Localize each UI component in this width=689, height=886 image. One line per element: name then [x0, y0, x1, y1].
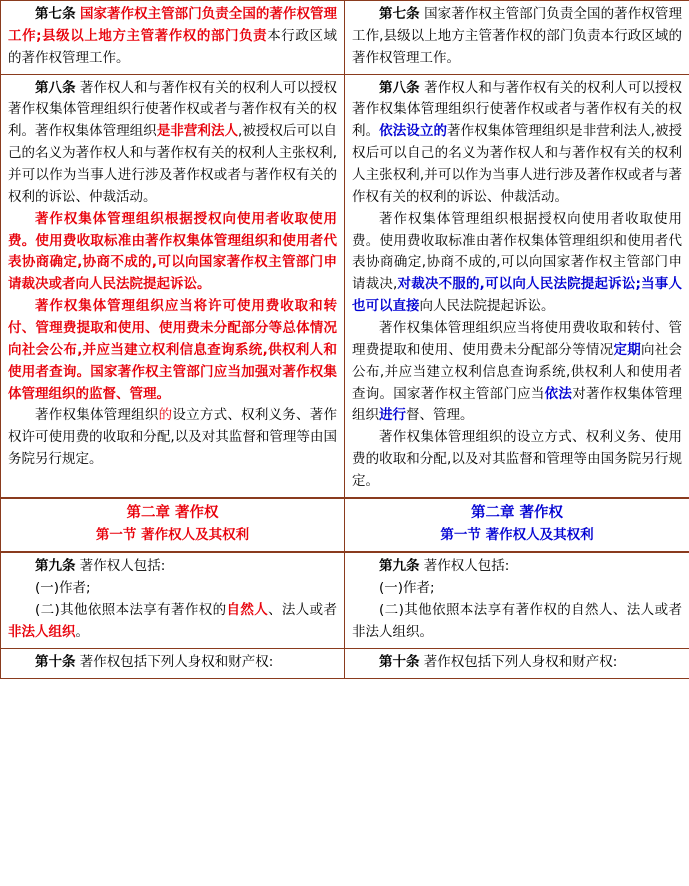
- table-row: [1, 1, 689, 75]
- text-run: 第八条: [379, 79, 420, 96]
- paragraph: [8, 600, 337, 644]
- text-run: 向人民法院提起诉讼。: [419, 298, 555, 315]
- paragraph: [8, 578, 337, 600]
- text-run: 当事人也可以直接: [352, 276, 682, 315]
- right-column-cell: [345, 498, 689, 552]
- left-column-cell: [1, 498, 345, 552]
- text-run: 著作权集体管理组织: [35, 407, 159, 424]
- left-column-cell: [1, 1, 345, 75]
- paragraph: [352, 652, 682, 674]
- text-run: 对裁决不服的,可以向人民法院提起诉讼: [397, 276, 636, 293]
- text-run: 依法设立的: [379, 123, 448, 140]
- text-run: 第七条: [379, 6, 420, 22]
- text-run: (一)作者;: [35, 580, 91, 597]
- table-row: [1, 648, 689, 678]
- text-run: 著作权集体管理组织根据授权向使用者收取使用费。使用费收取标准由著作权集体管理组织和使用者代表协商确定,协商不成的,可以向国家著作权主管部门申请裁决或者向人民法院提起诉讼。: [8, 210, 337, 293]
- text-run: 著作权人包括:: [419, 558, 510, 575]
- text-run: 国家著作权主管部门负责全国的著作权管理工作: [8, 6, 338, 44]
- table-row: [1, 74, 689, 498]
- table-row: [1, 552, 689, 648]
- table-body: [1, 1, 689, 679]
- paragraph: [8, 4, 337, 70]
- paragraph: [8, 296, 337, 405]
- text-run: 第一节 著作权人及其权利: [440, 527, 594, 544]
- text-run: ;: [36, 27, 42, 44]
- text-run: 著作权集体管理组织根据授权向使用者收取使用费。使用费收取标准由著作权集体管理组织和使用者代表协商确定,协商不成的,可以向国家著作权主管部门申请裁决,: [352, 210, 682, 293]
- paragraph: [352, 578, 682, 600]
- paragraph: [8, 525, 337, 547]
- text-run: 督、管理。: [406, 407, 474, 424]
- text-run: (二)其他依照本法享有著作权的: [35, 601, 227, 618]
- text-run: 国家著作权主管部门负责全国的著作权管理工作,县级以上地方主管著作权的部门负责本行政区域的著作权管理工作。: [352, 6, 682, 66]
- left-column-cell: [1, 648, 345, 678]
- text-run: 第二章 著作权: [126, 504, 219, 521]
- text-run: 的: [158, 407, 173, 424]
- paragraph: [352, 525, 682, 547]
- text-run: 第七条: [35, 6, 76, 22]
- text-run: 是非营利法人: [156, 123, 239, 140]
- paragraph: [352, 556, 682, 578]
- text-run: ;: [635, 276, 641, 293]
- text-run: 、法人或者: [268, 601, 338, 618]
- paragraph: [352, 318, 682, 427]
- text-run: ,被授权后可以自己的名义为著作权人和与著作权有关的权利人主张权利,并可以作为当事人进行涉及著作权或者与著作权有关的权利的诉讼、仲裁活动。: [8, 123, 338, 205]
- text-run: (二)其他依照本法享有著作权的自然人、法人或者非法人组织。: [352, 601, 682, 640]
- text-run: 著作权包括下列人身权和财产权:: [75, 653, 274, 670]
- text-run: 第二章 著作权: [470, 504, 564, 521]
- text-run: 第十条: [35, 653, 76, 670]
- text-run: 本行政区域的著作权管理工作。: [8, 27, 338, 66]
- text-run: 。: [75, 623, 89, 640]
- text-run: 著作权集体管理组织的设立方式、权利义务、使用费的收取和分配,以及对其监督和管理等由国务院另行规定。: [352, 429, 682, 490]
- right-column-cell: [345, 1, 689, 75]
- text-run: 设立方式、权利义务、著作权许可使用费的收取和分配,以及对其监督和管理等由国务院另行规定。: [8, 407, 338, 468]
- paragraph: [8, 78, 337, 209]
- text-run: 非法人组织: [8, 623, 76, 640]
- text-run: (一)作者;: [379, 580, 435, 597]
- text-run: 自然人: [226, 601, 269, 618]
- paragraph: [8, 556, 337, 578]
- paragraph: [352, 4, 682, 70]
- right-column-cell: [345, 648, 689, 678]
- paragraph: [352, 427, 682, 493]
- paragraph: [8, 209, 337, 296]
- text-run: 县级以上地方主管著作权的部门负责: [41, 27, 268, 44]
- text-run: 著作权人和与著作权有关的权利人可以授权著作权集体管理组织行使著作权或者与著作权有关的权利。著作权集体管理组织: [8, 79, 338, 140]
- right-column-cell: [345, 74, 689, 498]
- text-run: 第十条: [379, 653, 420, 670]
- text-run: 著作权包括下列人身权和财产权:: [419, 653, 618, 670]
- paragraph: [352, 209, 682, 318]
- paragraph: [352, 502, 682, 525]
- right-column-cell: [345, 552, 689, 648]
- text-run: 依法: [544, 385, 573, 402]
- paragraph: [8, 405, 337, 471]
- text-run: 向社会公布,并应当建立权利信息查询系统,供权利人和使用者查询。国家著作权主管部门应当: [352, 341, 683, 402]
- text-run: 著作权集体管理组织是非营利法人,被授权后可以自己的名义为著作权人和与著作权有关的权利人主张权利,并可以作为当事人进行涉及著作权或者与著作权有关的权利的诉讼、仲裁活动。: [352, 123, 683, 205]
- text-run: 对著作权集体管理组织: [352, 385, 683, 424]
- left-column-cell: [1, 552, 345, 648]
- text-run: 第一节 著作权人及其权利: [95, 527, 250, 544]
- paragraph: [8, 502, 337, 525]
- text-run: 进行: [379, 407, 406, 424]
- text-run: 著作权人包括:: [75, 558, 166, 575]
- left-column-cell: [1, 74, 345, 498]
- table-row: [1, 498, 689, 552]
- text-run: 定期: [613, 341, 641, 358]
- paragraph: [352, 78, 682, 209]
- text-run: 著作权集体管理组织应当将使用费收取和转付、管理费提取和使用、使用费未分配部分等情况: [352, 320, 682, 358]
- text-run: 著作权人和与著作权有关的权利人可以授权著作权集体管理组织行使著作权或者与著作权有关的权利。: [352, 79, 682, 140]
- text-run: 第八条: [35, 79, 76, 96]
- paragraph: [8, 652, 337, 674]
- text-run: 第九条: [35, 558, 76, 575]
- text-run: 第九条: [379, 558, 420, 575]
- paragraph: [352, 600, 682, 644]
- text-run: 著作权集体管理组织应当将许可使用费收取和转付、管理费提取和使用、使用费未分配部分等总体情况向社会公布,并应当建立权利信息查询系统,供权利人和使用者查询。国家著作权主管部门应当加强对著作权集体管理组织的监督、管理。: [8, 298, 337, 402]
